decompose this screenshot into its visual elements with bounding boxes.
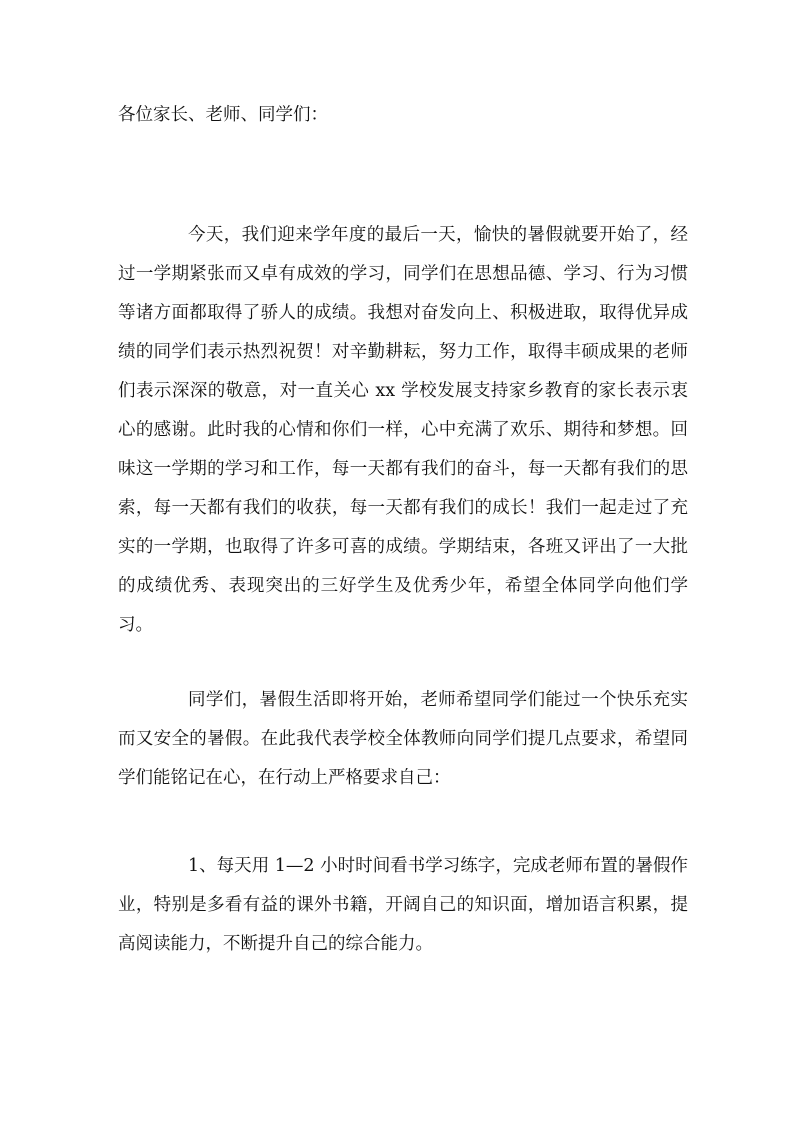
paragraph-item-1: 1、每天用 1—2 小时时间看书学习练字，完成老师布置的暑假作业，特别是多看有益的课外书籍，开阔自己的知识面，增加语言积累，提高阅读能力，不断提升自己的综合能力。 (118, 856, 688, 954)
paragraph-opening: 今天，我们迎来学年度的最后一天，愉快的暑假就要开始了，经过一学期紧张而又卓有成效的学习，同学们在思想品德、学习、行为习惯等诸方面都取得了骄人的成绩。我想对奋发向上、积极进取，取得优异成绩的同学们表示热烈祝贺！对辛勤耕耘，努力工作，取得丰硕成果的老师们表示深深的敬意，对一直关心 xx 学校发展支持家乡教育的家长表示衷心的感谢。此时我的心情和你们一样，心中充满了欢乐、期待和梦想。回味这一学期的学习和工作，每一天都有我们的奋斗，每一天都有我们的思索，每一天都有我们的收获，每一天都有我们的成长！我们一起走过了充实的一学期，也取得了许多可喜的成绩。学期结束，各班又评出了一大批的成绩优秀、表现突出的三好学生及优秀少年，希望全体同学向他们学习。 (118, 225, 688, 635)
salutation: 各位家长、老师、同学们： (118, 105, 328, 125)
paragraph-summer-requirements: 同学们，暑假生活即将开始，老师希望同学们能过一个快乐充实而又安全的暑假。在此我代表学校全体教师向同学们提几点要求，希望同学们能铭记在心，在行动上严格要求自己： (118, 690, 688, 788)
